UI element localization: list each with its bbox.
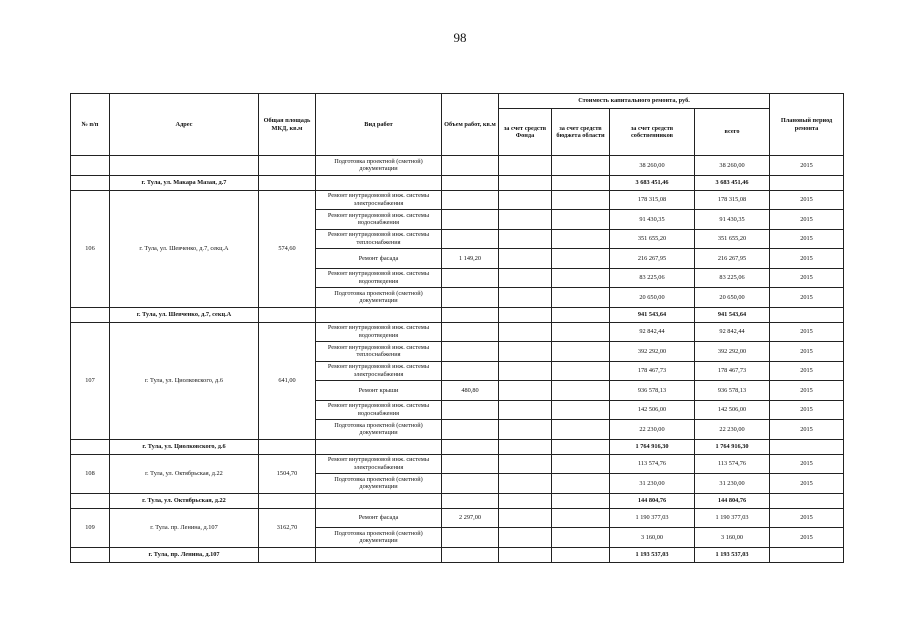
owners-cost-cell: 92 842,44 xyxy=(610,322,695,342)
work-type-cell: Ремонт внутридомовой инж. системы электроснабжения xyxy=(316,454,442,474)
total-cost-cell: 38 260,00 xyxy=(695,156,770,176)
owners-cost-cell: 91 430,35 xyxy=(610,210,695,230)
subtotal-label: г. Тула, ул. Шевченко, д.7, секц.А xyxy=(110,307,259,322)
table-row xyxy=(71,322,844,342)
work-type-cell: Подготовка проектной (сметной) документации xyxy=(316,474,442,494)
total-cost-cell: 20 650,00 xyxy=(695,288,770,308)
work-type-cell: Ремонт внутридомовой инж. системы водоснабжения xyxy=(316,210,442,230)
subtotal-row xyxy=(71,307,844,322)
period-cell: 2015 xyxy=(770,361,844,381)
subtotal-label: г. Тула, ул. Макара Мазая, д.7 xyxy=(110,175,259,190)
header-num: № п/п xyxy=(71,94,110,156)
table-row xyxy=(71,156,844,176)
subtotal-row xyxy=(71,175,844,190)
subtotal-row xyxy=(71,547,844,562)
page-number: 98 xyxy=(453,30,467,45)
period-cell: 2015 xyxy=(770,210,844,230)
header-owners: за счет средств собственников xyxy=(610,109,695,156)
table-row xyxy=(71,190,844,210)
period-cell: 2015 xyxy=(770,268,844,288)
period-cell: 2015 xyxy=(770,528,844,548)
owners-cost-cell: 351 655,20 xyxy=(610,229,695,249)
table-row xyxy=(71,454,844,474)
period-cell: 2015 xyxy=(770,400,844,420)
total-cost-cell: 1 764 916,30 xyxy=(695,439,770,454)
period-cell: 2015 xyxy=(770,342,844,362)
work-type-cell: Ремонт фасада xyxy=(316,249,442,269)
capital-repair-table xyxy=(70,93,844,563)
volume-cell xyxy=(442,190,499,210)
work-type-cell: Ремонт внутридомовой инж. системы водоотведения xyxy=(316,268,442,288)
volume-cell xyxy=(442,210,499,230)
owners-cost-cell: 3 683 451,46 xyxy=(610,175,695,190)
owners-cost-cell: 941 543,64 xyxy=(610,307,695,322)
owners-cost-cell: 1 764 916,30 xyxy=(610,439,695,454)
volume-cell xyxy=(442,322,499,342)
period-cell: 2015 xyxy=(770,420,844,440)
header-budget: за счет средств бюджета области xyxy=(552,109,610,156)
period-cell: 2015 xyxy=(770,229,844,249)
address-cell: г. Тула, ул. Октябрьская, д.22 xyxy=(110,454,259,493)
volume-cell: 1 149,20 xyxy=(442,249,499,269)
volume-cell xyxy=(442,361,499,381)
address-cell: г. Тула. пр. Ленина, д.107 xyxy=(110,508,259,547)
owners-cost-cell: 216 267,95 xyxy=(610,249,695,269)
owners-cost-cell: 3 160,00 xyxy=(610,528,695,548)
num-cell: 106 xyxy=(71,190,110,307)
total-cost-cell: 178 467,73 xyxy=(695,361,770,381)
work-type-cell: Ремонт внутридомовой инж. системы теплоснабжения xyxy=(316,342,442,362)
volume-cell xyxy=(442,156,499,176)
total-cost-cell: 178 315,08 xyxy=(695,190,770,210)
owners-cost-cell: 144 804,76 xyxy=(610,493,695,508)
total-cost-cell: 3 160,00 xyxy=(695,528,770,548)
work-type-cell: Ремонт внутридомовой инж. системы водоснабжения xyxy=(316,400,442,420)
volume-cell xyxy=(442,268,499,288)
subtotal-label: г. Тула, ул. Циолковского, д.6 xyxy=(110,439,259,454)
work-type-cell: Подготовка проектной (сметной) документации xyxy=(316,528,442,548)
num-cell: 109 xyxy=(71,508,110,547)
owners-cost-cell: 83 225,06 xyxy=(610,268,695,288)
volume-cell xyxy=(442,342,499,362)
area-cell: 641,00 xyxy=(259,322,316,439)
total-cost-cell: 22 230,00 xyxy=(695,420,770,440)
owners-cost-cell: 142 506,00 xyxy=(610,400,695,420)
period-cell: 2015 xyxy=(770,381,844,401)
subtotal-label: г. Тула, пр. Ленина, д.107 xyxy=(110,547,259,562)
num-cell: 107 xyxy=(71,322,110,439)
subtotal-label: г. Тула, ул. Октябрьская, д.22 xyxy=(110,493,259,508)
volume-cell xyxy=(442,400,499,420)
owners-cost-cell: 31 230,00 xyxy=(610,474,695,494)
owners-cost-cell: 392 292,00 xyxy=(610,342,695,362)
total-cost-cell: 142 506,00 xyxy=(695,400,770,420)
address-cell: г. Тула, ул. Шевченко, д.7, секц.А xyxy=(110,190,259,307)
period-cell: 2015 xyxy=(770,190,844,210)
period-cell: 2015 xyxy=(770,508,844,528)
table-row xyxy=(71,508,844,528)
work-type-cell: Подготовка проектной (сметной) документации xyxy=(316,288,442,308)
num-cell: 108 xyxy=(71,454,110,493)
header-volume: Объем работ, кв.м xyxy=(442,94,499,156)
period-cell: 2015 xyxy=(770,249,844,269)
subtotal-row xyxy=(71,439,844,454)
volume-cell xyxy=(442,420,499,440)
total-cost-cell: 91 430,35 xyxy=(695,210,770,230)
owners-cost-cell: 1 190 377,03 xyxy=(610,508,695,528)
work-type-cell: Ремонт внутридомовой инж. системы водоотведения xyxy=(316,322,442,342)
owners-cost-cell: 20 650,00 xyxy=(610,288,695,308)
work-type-cell: Ремонт внутридомовой инж. системы теплоснабжения xyxy=(316,229,442,249)
work-type-cell: Подготовка проектной (сметной) документации xyxy=(316,156,442,176)
total-cost-cell: 31 230,00 xyxy=(695,474,770,494)
owners-cost-cell: 936 578,13 xyxy=(610,381,695,401)
volume-cell: 480,80 xyxy=(442,381,499,401)
total-cost-cell: 83 225,06 xyxy=(695,268,770,288)
header-fund: за счет средств Фонда xyxy=(499,109,552,156)
volume-cell xyxy=(442,229,499,249)
total-cost-cell: 351 655,20 xyxy=(695,229,770,249)
volume-cell xyxy=(442,288,499,308)
header-area: Общая площадь МКД, кв.м xyxy=(259,94,316,156)
period-cell: 2015 xyxy=(770,454,844,474)
total-cost-cell: 92 842,44 xyxy=(695,322,770,342)
total-cost-cell: 941 543,64 xyxy=(695,307,770,322)
header-work-type: Вид работ xyxy=(316,94,442,156)
total-cost-cell: 936 578,13 xyxy=(695,381,770,401)
area-cell: 1504,70 xyxy=(259,454,316,493)
period-cell: 2015 xyxy=(770,156,844,176)
work-type-cell: Ремонт внутридомовой инж. системы электроснабжения xyxy=(316,361,442,381)
header-total: всего xyxy=(695,109,770,156)
volume-cell xyxy=(442,528,499,548)
work-type-cell: Ремонт крыши xyxy=(316,381,442,401)
period-cell: 2015 xyxy=(770,474,844,494)
volume-cell xyxy=(442,454,499,474)
period-cell: 2015 xyxy=(770,288,844,308)
owners-cost-cell: 22 230,00 xyxy=(610,420,695,440)
owners-cost-cell: 1 193 537,03 xyxy=(610,547,695,562)
total-cost-cell: 113 574,76 xyxy=(695,454,770,474)
work-type-cell: Ремонт фасада xyxy=(316,508,442,528)
owners-cost-cell: 38 260,00 xyxy=(610,156,695,176)
total-cost-cell: 392 292,00 xyxy=(695,342,770,362)
period-cell: 2015 xyxy=(770,322,844,342)
owners-cost-cell: 178 467,73 xyxy=(610,361,695,381)
area-cell: 3162,70 xyxy=(259,508,316,547)
area-cell: 574,60 xyxy=(259,190,316,307)
header-cost-group: Стоимость капитального ремонта, руб. xyxy=(499,94,770,109)
owners-cost-cell: 113 574,76 xyxy=(610,454,695,474)
total-cost-cell: 1 190 377,03 xyxy=(695,508,770,528)
owners-cost-cell: 178 315,08 xyxy=(610,190,695,210)
total-cost-cell: 144 804,76 xyxy=(695,493,770,508)
work-type-cell: Ремонт внутридомовой инж. системы электроснабжения xyxy=(316,190,442,210)
header-period: Плановый период ремонта xyxy=(770,94,844,156)
address-cell: г. Тула, ул. Циолковского, д.6 xyxy=(110,322,259,439)
volume-cell: 2 297,00 xyxy=(442,508,499,528)
work-type-cell: Подготовка проектной (сметной) документации xyxy=(316,420,442,440)
total-cost-cell: 216 267,95 xyxy=(695,249,770,269)
header-address: Адрес xyxy=(110,94,259,156)
total-cost-cell: 3 683 451,46 xyxy=(695,175,770,190)
total-cost-cell: 1 193 537,03 xyxy=(695,547,770,562)
volume-cell xyxy=(442,474,499,494)
subtotal-row xyxy=(71,493,844,508)
